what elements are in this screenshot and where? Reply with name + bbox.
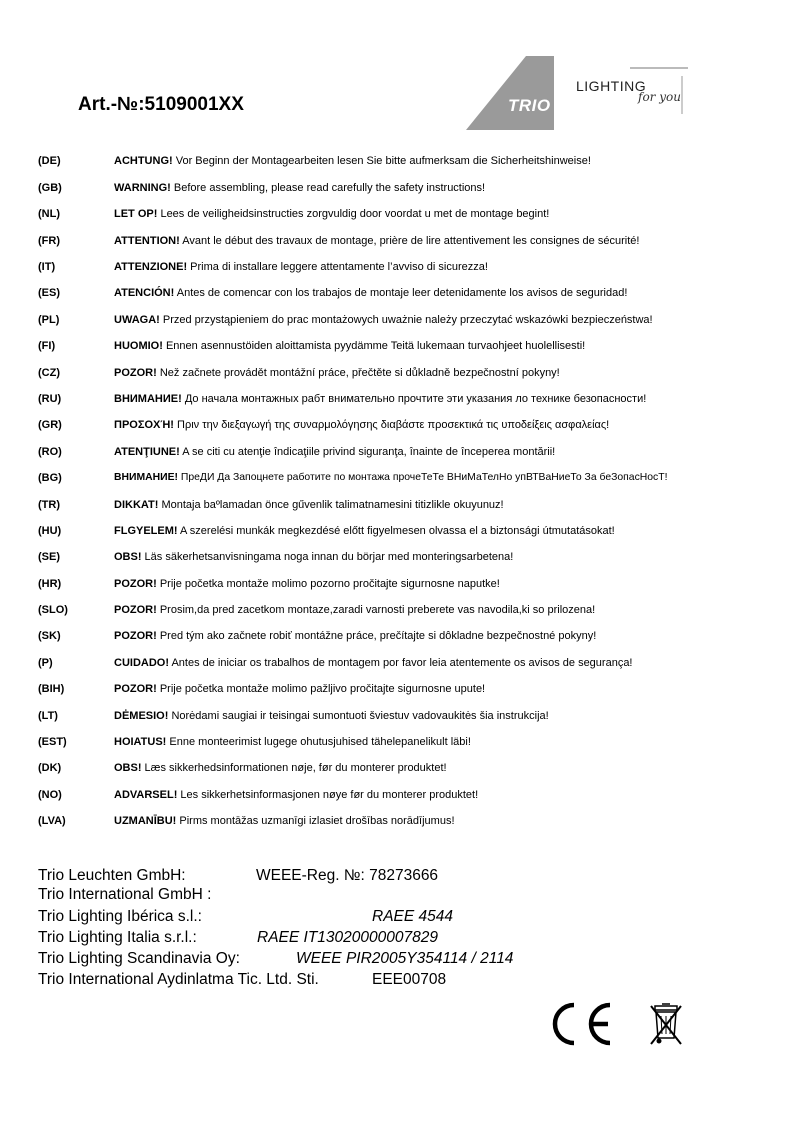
warning-text [114,655,633,671]
warning-message: Enne monteerimist lugege ohutusjuhised tähelepanelikult läbi! [166,736,471,748]
warning-message: Než začnete provádět montážní práce, přečtěte si důkladně bezpečnostní pokyny! [156,367,560,379]
warning-keyword: POZOR! [114,604,157,616]
language-code: (NO) [38,789,62,801]
registration-number: WEEE PIR2005Y354114 / 2114 [296,950,514,967]
warning-keyword: ΠΡΟΣΟΧΉ! [114,419,174,431]
language-code: (PL) [38,314,60,326]
language-code: (GB) [38,182,62,194]
warning-message: Prima di installare leggere attentamente l’avviso di sicurezza! [187,261,488,273]
warning-message: Lees de veiligheidsinstructies zorgvuldig door voordat u met de montage begint! [157,208,550,220]
warning-text [114,444,555,460]
registration-number: WEEE-Reg. №: 78273666 [256,867,439,884]
language-code: (SLO) [38,604,68,616]
language-code: (FI) [38,340,56,352]
warning-text [114,285,627,301]
language-code: (EST) [38,736,67,748]
language-code: (SK) [38,630,61,642]
warning-message: Pred tým ako začnete robiť montážne práce, prečítajte si dôkladne bezpečnostné pokyny! [156,630,597,642]
language-code: (RO) [38,446,62,458]
language-code: (FR) [38,235,60,247]
warning-keyword: ATTENZIONE! [114,261,188,273]
crossed-out-wheelie-bin-icon [648,1002,684,1048]
language-code: (LVA) [38,815,66,827]
warning-message: До начала монтажных рабт внимательно прочтите эти указания ло технике безопасности! [181,393,647,405]
warning-keyword: OBS! [114,762,142,774]
language-code: (LT) [38,710,58,722]
warning-message: A se citi cu atenţie îndicaţiile privind siguranţa, înainte de începerea montării! [179,446,556,458]
ce-mark-icon [550,1002,616,1046]
company-name: Trio Lighting Ibérica s.l.: [38,908,202,925]
warning-text [114,628,596,644]
warning-text [114,760,447,776]
warning-message: Ennen asennustöiden aloittamista pyydämme Teitä lukemaan turvaohjeet huolellisesti! [162,340,586,352]
warning-keyword: UWAGA! [114,314,160,326]
language-code: (P) [38,657,53,669]
warning-text [114,813,455,829]
language-code: (BG) [38,472,62,484]
warning-message: Læs sikkerhedsinformationen nøje, før du monterer produktet! [141,762,447,774]
language-code: (RU) [38,393,62,405]
warning-keyword: UZMANĪBU! [114,815,177,827]
warning-keyword: ATTENTION! [114,235,180,247]
warning-message: Läs säkerhetsanvisningama noga innan du börjar med monteringsarbetena! [141,551,514,563]
warning-text [114,576,500,592]
warning-message: Before assembling, please read carefully the safety instructions! [170,182,486,194]
language-code: (DE) [38,155,61,167]
language-code: (TR) [38,499,60,511]
warning-text [114,708,549,724]
language-code: (NL) [38,208,60,220]
warning-keyword: OBS! [114,551,142,563]
language-code: (IT) [38,261,56,273]
registration-number: RAEE 4544 [372,908,453,925]
registration-number: EEE00708 [372,971,447,988]
company-name: Trio Lighting Italia s.r.l.: [38,929,197,946]
warning-text [114,523,615,539]
warning-keyword: WARNING! [114,182,171,194]
warning-keyword: LET OP! [114,208,158,220]
warning-text [114,417,609,433]
warning-keyword: DIKKAT! [114,499,159,511]
language-code: (GR) [38,419,62,431]
language-code: (ES) [38,287,60,299]
language-code: (BIH) [38,683,65,695]
warning-keyword: DĖMESIO! [114,710,169,722]
warning-message: Prije početka montaže molimo pažljivo pročitajte sigurnosne upute! [156,683,486,695]
company-name: Trio International GmbH : [38,886,212,903]
warning-text [114,787,478,803]
warning-keyword: POZOR! [114,578,157,590]
warning-message: Πριν την διεξαγωγή της συναρμολόγησης διαβάστε προσεκτικά τις υποδείξεις ασφαλείας! [173,419,610,431]
warning-keyword: ВНИМАНИЕ! [114,393,182,405]
warning-keyword: FLGYELEM! [114,525,178,537]
company-name: Trio International Aydinlatma Tic. Ltd. Sti. [38,971,319,988]
language-code: (SE) [38,551,60,563]
warning-keyword: ACHTUNG! [114,155,173,167]
warning-message: Pirms montāžas uzmanīgi izlasiet drošības norādījumus! [176,815,455,827]
warning-text [114,206,549,222]
warning-keyword: ADVARSEL! [114,789,178,801]
warning-keyword: POZOR! [114,630,157,642]
warning-keyword: CUIDADO! [114,657,169,669]
logo-brand: TRIO [508,96,551,115]
warning-message: A szerelési munkák megkezdésé előtt figyelmesen olvassa el a biztonsági útmutatásokat! [177,525,615,537]
warning-keyword: ATENCIÓN! [114,287,175,299]
warning-text [114,338,585,354]
warning-message: Przed przystąpieniem do prac montażowych uważnie należy przeczytać wskazówki bezpieczeństwa! [159,314,653,326]
warning-text [114,233,639,249]
warning-keyword: HOIATUS! [114,736,167,748]
warning-message: Vor Beginn der Montagearbeiten lesen Sie bitte aufmerksam die Sicherheitshinweise! [172,155,591,167]
warning-text [114,734,471,750]
article-number: Art.-№:5109001XX [78,94,244,115]
warning-text [114,259,488,275]
warning-keyword: POZOR! [114,683,157,695]
warning-text [114,470,667,486]
warning-text [114,153,591,169]
warning-text [114,391,646,407]
language-code: (DK) [38,762,62,774]
warning-text [114,180,485,196]
warning-text [114,365,560,381]
warning-text [114,312,653,328]
warning-text [114,549,513,565]
warning-message: Montaja baºlamadan önce gűvenlik talimatnamesini titizlikle okuyunuz! [158,499,504,511]
warning-keyword: ATENŢIUNE! [114,446,180,458]
warning-keyword: HUOMIO! [114,340,163,352]
warning-text [114,681,485,697]
logo-tagline: for you [638,90,681,104]
warning-message: Norėdami saugiai ir teisingai sumontuoti šviestuv vadovaukitės šia instrukcija! [168,710,549,722]
warning-message: Prosim,da pred zacetkom montaze,zaradi varnosti preberete vas navodila,ki so prilozena! [156,604,596,616]
warning-message: Antes de comencar con los trabajos de montaje leer detenidamente los avisos de seguridad! [174,287,628,299]
language-code: (HR) [38,578,62,590]
warning-keyword: POZOR! [114,367,157,379]
warning-text [114,497,504,513]
registration-number: RAEE IT13020000007829 [257,929,438,946]
warning-keyword: ВНИМАНИЕ! [114,472,178,483]
warning-message: Antes de iniciar os trabalhos de montagem por favor leia atentemente os avisos de segurança! [169,657,633,669]
company-name: Trio Leuchten GmbH: [38,867,186,884]
warning-message: Avant le début des travaux de montage, prière de lire attentivement les consignes de sécurité! [179,235,640,247]
logo-lighting: LIGHTING [576,78,647,94]
warning-text [114,602,595,618]
language-code: (HU) [38,525,62,537]
warning-message: ПреДИ Да Запоцнете работите по монтажа прочеТеТе ВНиМаТелНо упВТВаНиеТо За беЗопасНосТ! [178,472,668,483]
warning-message: Prije početka montaže molimo pozorno pročitajte sigurnosne naputke! [156,578,500,590]
company-name: Trio Lighting Scandinavia Oy: [38,950,240,967]
warning-message: Les sikkerhetsinformasjonen nøye før du monterer produktet! [177,789,479,801]
language-code: (CZ) [38,367,60,379]
